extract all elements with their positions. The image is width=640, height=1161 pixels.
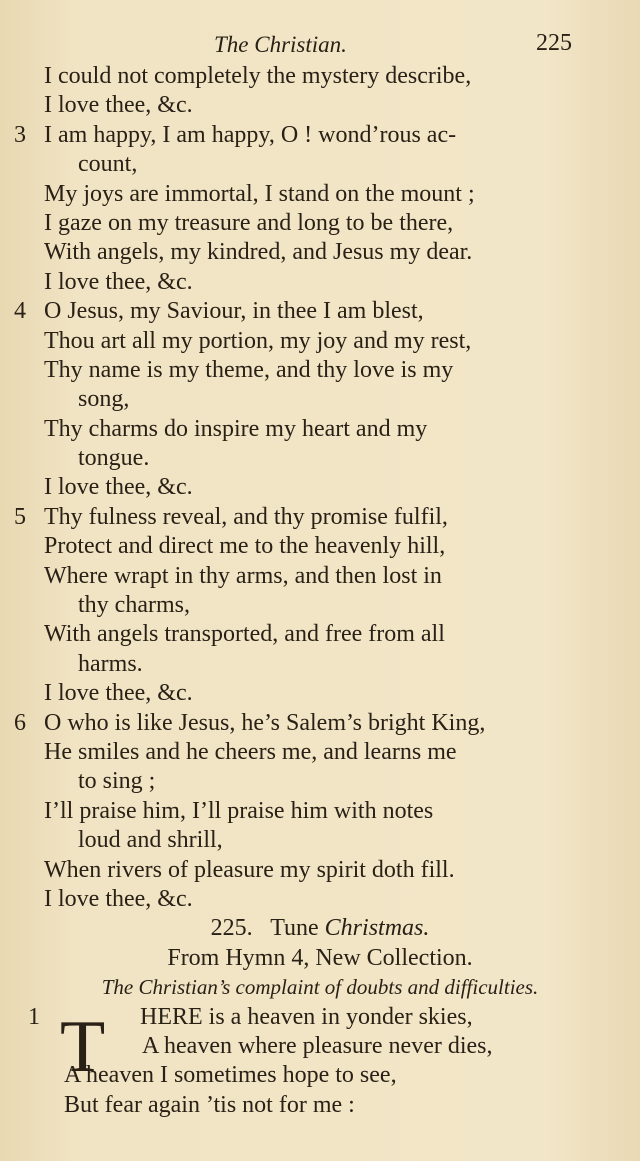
text-line: to sing ; (78, 768, 156, 795)
text-line: thy charms, (78, 592, 190, 619)
text-line: When rivers of pleasure my spirit doth fill. (44, 856, 455, 883)
running-title: The Christian. (214, 32, 347, 57)
text-line: I’ll praise him, I’ll praise him with notes (44, 797, 434, 824)
text-line: loud and shrill, (78, 827, 223, 854)
hymn-subtitle: The Christian’s complaint of doubts and difficulties. (101, 975, 539, 1000)
stanza-number: 1 (28, 1003, 40, 1030)
stanza-6-start: 6 O who is like Jesus, he’s Salem’s bright King, (0, 709, 640, 738)
hymn-source: From Hymn 4, New Collection. (167, 944, 473, 971)
text-line: Thou art all my portion, my joy and my rest, (44, 327, 472, 354)
text-line: song, (78, 386, 130, 413)
tune-name: Christmas. (324, 915, 430, 942)
text-line: I love thee, &c. (44, 885, 193, 912)
tune-prefix: Tune (270, 915, 319, 942)
text-line: But fear again ’tis not for me : (64, 1091, 355, 1118)
text-line: With angels transported, and free from all (44, 621, 445, 648)
text-line: A heaven where pleasure never dies, (142, 1032, 493, 1059)
text-line: Thy name is my theme, and thy love is my (44, 356, 454, 383)
text-line: tongue. (78, 445, 150, 472)
text-line: count, (78, 151, 138, 178)
hymn-text (0, 62, 640, 1120)
text-line: Thy charms do inspire my heart and my (44, 415, 428, 442)
stanza-number: 4 (14, 298, 26, 325)
hymn-first-line: 1 HERE is a heaven in yonder skies, (0, 1003, 640, 1032)
text-line: Protect and direct me to the heavenly hill, (44, 533, 446, 560)
text-line: My joys are immortal, I stand on the mount ; (44, 180, 475, 207)
page-number: 225 (536, 30, 572, 56)
text-line: With angels, my kindred, and Jesus my dear. (44, 239, 473, 266)
text-line: I love thee, &c. (44, 268, 193, 295)
text-line: I love thee, &c. (44, 474, 193, 501)
hymn-number: 225. (210, 915, 253, 942)
hymn-heading (0, 914, 640, 943)
text-line: I love thee, &c. (44, 680, 193, 707)
stanza-number: 3 (14, 121, 26, 148)
text-line: Where wrapt in thy arms, and then lost in (44, 562, 442, 589)
text-line: He smiles and he cheers me, and learns me (44, 738, 457, 765)
text-line: I love thee, &c. (44, 92, 193, 119)
text-line: I gaze on my treasure and long to be there, (44, 209, 454, 236)
stanza-number: 6 (14, 709, 26, 736)
text-line: I could not completely the mystery describe, (44, 63, 472, 89)
stanza-3-start: 3 I am happy, I am happy, O ! wond’rous ac- (0, 121, 640, 150)
stanza-number: 5 (14, 503, 26, 530)
stanza-4-start: 4 O Jesus, my Saviour, in thee I am blest, (0, 297, 640, 326)
text-line: harms. (78, 650, 143, 677)
drop-cap-letter: T (60, 1006, 106, 1088)
text-line: A heaven I sometimes hope to see, (64, 1062, 397, 1089)
page-header (0, 26, 640, 62)
stanza-5-start: 5 Thy fulness reveal, and thy promise fulfil, (0, 503, 640, 532)
